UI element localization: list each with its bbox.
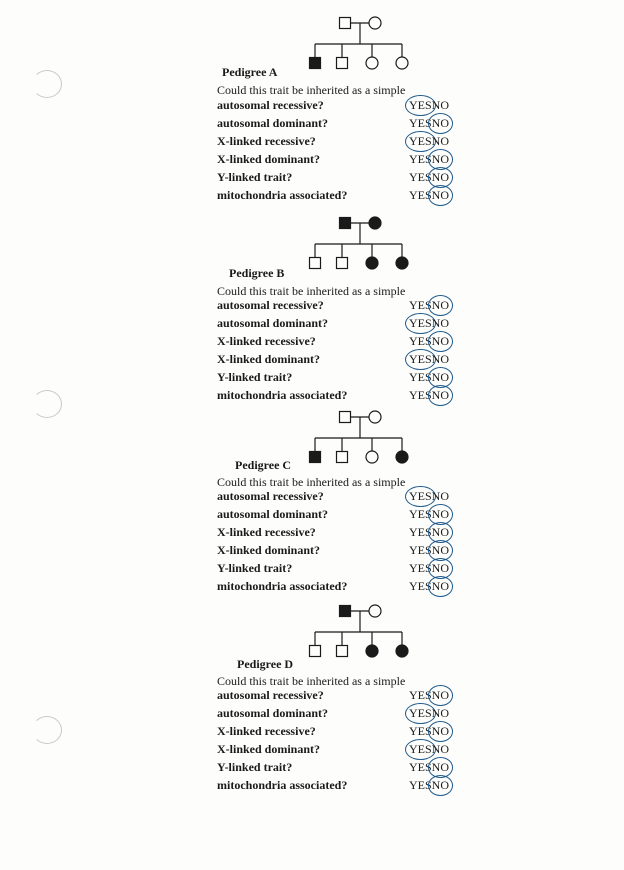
unaffected-female-symbol: [369, 605, 381, 617]
question-label: autosomal recessive?: [217, 298, 324, 312]
no-option[interactable]: NO: [431, 579, 450, 593]
unaffected-male-symbol: [337, 258, 348, 269]
affected-male-symbol: [310, 452, 321, 463]
yes-no-choice: [409, 134, 449, 149]
question-prefix: Could this trait be inherited as a simple: [217, 674, 406, 688]
yes-no-choice: [409, 742, 449, 757]
pedigree-title: Pedigree D: [237, 657, 294, 671]
no-option[interactable]: NO: [431, 561, 450, 575]
pedigree-title: Pedigree B: [229, 266, 285, 280]
yes-no-choice: [409, 688, 449, 703]
yes-option[interactable]: YES: [409, 706, 432, 720]
question-label: mitochondria associated?: [217, 579, 348, 593]
no-option[interactable]: NO: [431, 760, 450, 774]
question-row: [217, 778, 477, 796]
yes-no-choice: [409, 724, 449, 739]
yes-no-choice: [409, 352, 449, 367]
question-label: autosomal dominant?: [217, 316, 329, 330]
question-row: [217, 298, 477, 316]
yes-option[interactable]: YES: [409, 525, 432, 539]
question-row: [217, 724, 477, 742]
question-row: [217, 688, 477, 706]
unaffected-female-symbol: [396, 57, 408, 69]
no-option[interactable]: NO: [431, 489, 450, 503]
yes-option[interactable]: YES: [409, 561, 432, 575]
question-row: [217, 116, 477, 134]
question-label: X-linked recessive?: [217, 724, 316, 738]
question-label: X-linked recessive?: [217, 525, 316, 539]
question-label: autosomal recessive?: [217, 98, 324, 112]
yes-option[interactable]: YES: [409, 489, 432, 503]
no-option[interactable]: NO: [431, 507, 450, 521]
yes-option[interactable]: YES: [409, 352, 432, 366]
yes-option[interactable]: YES: [409, 334, 432, 348]
pedigree-chart: [290, 12, 430, 72]
unaffected-male-symbol: [340, 412, 351, 423]
yes-option[interactable]: YES: [409, 370, 432, 384]
yes-option[interactable]: YES: [409, 724, 432, 738]
yes-no-choice: [409, 334, 449, 349]
yes-option[interactable]: YES: [409, 134, 432, 148]
no-option[interactable]: NO: [431, 334, 450, 348]
question-label: Y-linked trait?: [217, 561, 293, 575]
question-label: X-linked dominant?: [217, 352, 321, 366]
question-prefix: Could this trait be inherited as a simple: [217, 475, 406, 489]
yes-option[interactable]: YES: [409, 298, 432, 312]
unaffected-female-symbol: [369, 17, 381, 29]
affected-male-symbol: [340, 218, 351, 229]
no-option[interactable]: NO: [431, 116, 450, 130]
yes-option[interactable]: YES: [409, 507, 432, 521]
question-label: autosomal dominant?: [217, 116, 329, 130]
affected-female-symbol: [396, 645, 408, 657]
question-label: X-linked recessive?: [217, 334, 316, 348]
pedigree-section-c: [0, 406, 624, 606]
no-option[interactable]: NO: [431, 188, 450, 202]
yes-option[interactable]: YES: [409, 760, 432, 774]
yes-no-choice: [409, 116, 449, 131]
yes-option[interactable]: YES: [409, 152, 432, 166]
no-option[interactable]: NO: [431, 688, 450, 702]
question-label: mitochondria associated?: [217, 778, 348, 792]
no-option[interactable]: NO: [431, 543, 450, 557]
question-label: autosomal dominant?: [217, 507, 329, 521]
question-row: [217, 388, 477, 406]
affected-female-symbol: [369, 217, 381, 229]
yes-no-choice: [409, 507, 449, 522]
yes-option[interactable]: YES: [409, 388, 432, 402]
pedigree-section-b: [0, 212, 624, 412]
no-option[interactable]: NO: [431, 298, 450, 312]
yes-no-choice: [409, 760, 449, 775]
no-option[interactable]: NO: [431, 778, 450, 792]
question-row: [217, 579, 477, 597]
unaffected-female-symbol: [366, 57, 378, 69]
question-label: Y-linked trait?: [217, 170, 293, 184]
affected-female-symbol: [366, 645, 378, 657]
no-option[interactable]: NO: [431, 98, 450, 112]
no-option[interactable]: NO: [431, 316, 450, 330]
question-label: X-linked recessive?: [217, 134, 316, 148]
question-label: autosomal recessive?: [217, 688, 324, 702]
yes-no-choice: [409, 706, 449, 721]
unaffected-male-symbol: [310, 646, 321, 657]
no-option[interactable]: NO: [431, 742, 450, 756]
yes-option[interactable]: YES: [409, 579, 432, 593]
unaffected-male-symbol: [337, 58, 348, 69]
yes-no-choice: [409, 170, 449, 185]
affected-female-symbol: [396, 257, 408, 269]
yes-option[interactable]: YES: [409, 116, 432, 130]
pedigree-section-a: [0, 12, 624, 212]
affected-male-symbol: [340, 606, 351, 617]
yes-no-choice: [409, 525, 449, 540]
no-option[interactable]: NO: [431, 525, 450, 539]
no-option[interactable]: NO: [431, 706, 450, 720]
yes-no-choice: [409, 561, 449, 576]
question-label: autosomal recessive?: [217, 489, 324, 503]
no-option[interactable]: NO: [431, 352, 450, 366]
affected-female-symbol: [366, 257, 378, 269]
question-label: Y-linked trait?: [217, 760, 293, 774]
question-prefix: Could this trait be inherited as a simple: [217, 83, 406, 97]
unaffected-male-symbol: [310, 258, 321, 269]
yes-option[interactable]: YES: [409, 543, 432, 557]
question-label: X-linked dominant?: [217, 543, 321, 557]
yes-option[interactable]: YES: [409, 98, 432, 112]
yes-option[interactable]: YES: [409, 778, 432, 792]
no-option[interactable]: NO: [431, 388, 450, 402]
pedigree-chart: [290, 600, 430, 670]
question-label: mitochondria associated?: [217, 188, 348, 202]
question-row: [217, 188, 477, 206]
affected-male-symbol: [310, 58, 321, 69]
yes-no-choice: [409, 152, 449, 167]
unaffected-male-symbol: [337, 452, 348, 463]
unaffected-female-symbol: [366, 451, 378, 463]
no-option[interactable]: NO: [431, 724, 450, 738]
question-label: X-linked dominant?: [217, 152, 321, 166]
yes-option[interactable]: YES: [409, 316, 432, 330]
question-prefix: Could this trait be inherited as a simple: [217, 284, 406, 298]
unaffected-female-symbol: [369, 411, 381, 423]
no-option[interactable]: NO: [431, 134, 450, 148]
unaffected-male-symbol: [340, 18, 351, 29]
yes-no-choice: [409, 98, 449, 113]
question-label: X-linked dominant?: [217, 742, 321, 756]
yes-no-choice: [409, 188, 449, 203]
affected-female-symbol: [396, 451, 408, 463]
yes-no-choice: [409, 543, 449, 558]
question-label: mitochondria associated?: [217, 388, 348, 402]
yes-no-choice: [409, 778, 449, 793]
pedigree-title: Pedigree C: [235, 458, 292, 472]
no-option[interactable]: NO: [431, 170, 450, 184]
no-option[interactable]: NO: [431, 370, 450, 384]
pedigree-chart: [290, 212, 430, 272]
yes-no-choice: [409, 388, 449, 403]
yes-option[interactable]: YES: [409, 742, 432, 756]
question-row: [217, 334, 477, 352]
yes-no-choice: [409, 316, 449, 331]
yes-no-choice: [409, 489, 449, 504]
pedigree-chart: [290, 406, 430, 466]
question-label: autosomal dominant?: [217, 706, 329, 720]
yes-option[interactable]: YES: [409, 688, 432, 702]
yes-option[interactable]: YES: [409, 170, 432, 184]
yes-no-choice: [409, 370, 449, 385]
yes-option[interactable]: YES: [409, 188, 432, 202]
question-label: Y-linked trait?: [217, 370, 293, 384]
yes-no-choice: [409, 298, 449, 313]
pedigree-title: Pedigree A: [222, 65, 278, 79]
unaffected-male-symbol: [337, 646, 348, 657]
yes-no-choice: [409, 579, 449, 594]
no-option[interactable]: NO: [431, 152, 450, 166]
pedigree-section-d: [0, 600, 624, 800]
